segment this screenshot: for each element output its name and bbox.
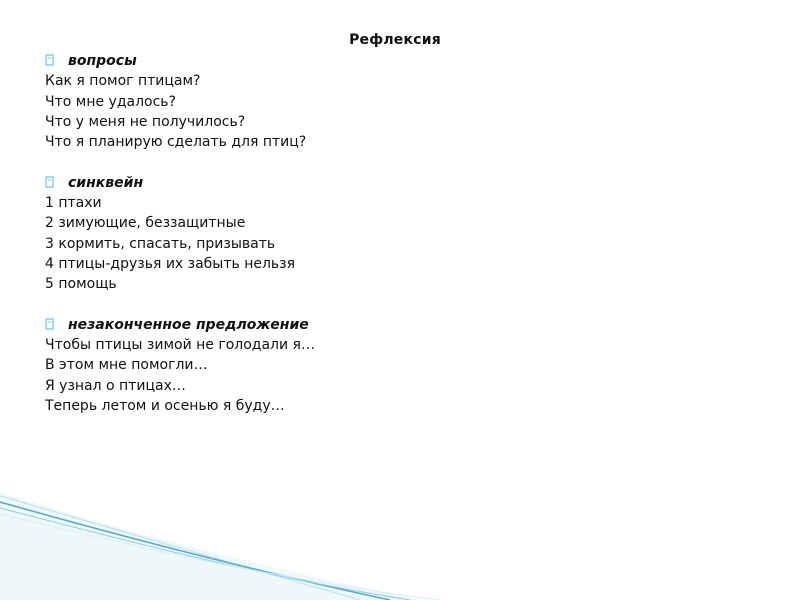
list-item: Как я помог птицам? [45, 73, 201, 90]
slide-title: Рефлексия [349, 32, 441, 48]
list-item: 2 зимующие, беззащитные [45, 215, 246, 232]
section-title: вопросы [68, 53, 137, 69]
section-unfinished-sentence [45, 315, 745, 416]
bullet-icon [45, 54, 55, 66]
list-item: 5 помощь [45, 276, 117, 293]
list-item: В этом мне помогли… [45, 357, 208, 374]
list-item: Я узнал о птицах… [45, 377, 186, 394]
section-title: синквейн [68, 174, 144, 191]
section-heading-row [45, 173, 745, 193]
list-item: 1 птахи [45, 195, 102, 212]
list-item: 4 птицы-друзья их забыть нельзя [45, 255, 296, 272]
list-item: Что я планирую сделать для птиц? [45, 134, 307, 151]
section-questions [45, 51, 745, 152]
section-cinquain [45, 173, 745, 295]
slide-content [45, 51, 745, 416]
section-heading-row [45, 51, 745, 71]
list-item: 3 кормить, спасать, призывать [45, 235, 276, 252]
list-item: Что у меня не получилось? [45, 113, 246, 130]
section-title: незаконченное предложение [68, 316, 309, 333]
list-item: Теперь летом и осенью я буду… [45, 398, 285, 415]
spacer [45, 152, 745, 172]
bullet-icon [45, 318, 55, 330]
section-heading-row [45, 315, 745, 335]
list-item: Что мне удалось? [45, 93, 176, 110]
bullet-icon [45, 176, 55, 188]
spacer [45, 295, 745, 315]
list-item: Чтобы птицы зимой не голодали я… [45, 337, 315, 354]
decorative-wave [0, 490, 800, 600]
